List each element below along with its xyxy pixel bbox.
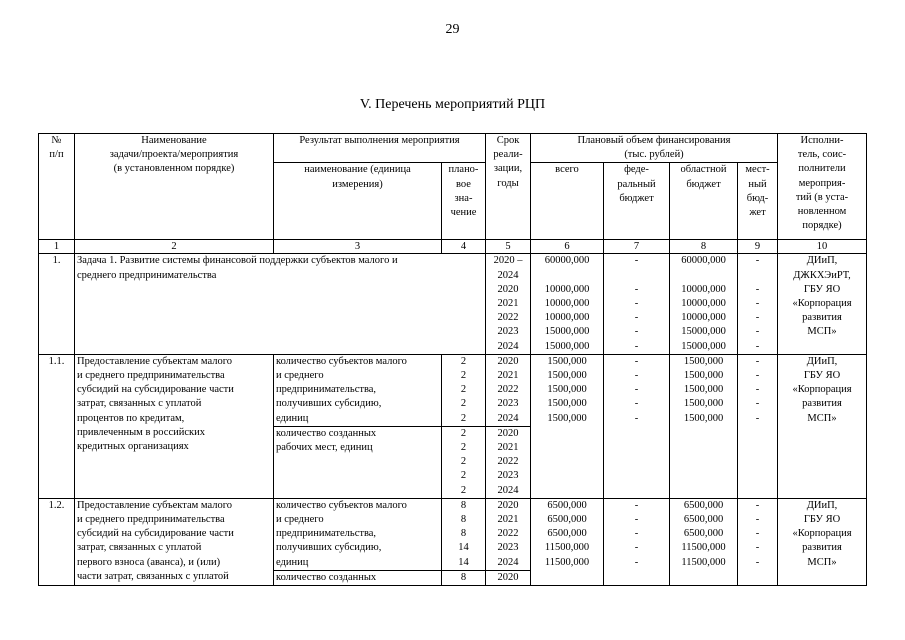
table-row [39,254,867,354]
regional-cell: 6500,000 6500,000 6500,000 11500,000 11500,000 [670,498,738,585]
column-number: 2 [75,240,274,254]
years-cell: 2020 2021 2022 2023 2024 [486,426,531,498]
header-row [39,134,867,163]
executors-cell: ДИиП, ГБУ ЯО «Корпорация развития МСП» [778,354,867,498]
header-name: Наименование задачи/проекта/мероприятия (в установленном порядке) [75,134,274,240]
result-plan: 2 2 2 2 2 [442,426,486,498]
page-number: 29 [445,22,460,37]
years-cell: 2020 – 2024 2020 2021 2022 2023 2024 [486,254,531,354]
years-cell: 2020 [486,570,531,585]
local-cell: - - - - - - [738,254,778,354]
column-number: 6 [531,240,604,254]
header-term: Срок реали- зации, годы [486,134,531,240]
result-name: количество субъектов малого и среднего предпринимательства, получивших субсидию, единиц [274,354,442,426]
column-number: 8 [670,240,738,254]
row-number: 1.1. [39,354,75,498]
result-plan: 8 [442,570,486,585]
local-cell: - - - - - [738,354,778,498]
document-title: V. Перечень мероприятий РЦП [359,97,546,112]
header-finance: Плановый объем финансирования (тыс. рублей) [531,134,778,163]
header-result-plan: плано- вое зна- чение [442,163,486,240]
table-row [39,498,867,570]
years-cell: 2020 2021 2022 2023 2024 [486,354,531,426]
header-local: мест- ный бюд- жет [738,163,778,240]
table-row [39,354,867,426]
column-number: 10 [778,240,867,254]
measure-name: Предоставление субъектам малого и среднего предпринимательства субсидий на субсидирование части затрат, связанных с уплатой первого взноса (аванса), и (или) части затрат, связанных с уплатой [75,498,274,585]
total-cell: 6500,000 6500,000 6500,000 11500,000 11500,000 [531,498,604,585]
header-executors: Исполни- тель, соис- полнители мероприя- тий (в уста- новленном порядке) [778,134,867,240]
result-name: количество созданных рабочих мест, единиц [274,426,442,498]
total-cell: 1500,000 1500,000 1500,000 1500,000 1500,000 [531,354,604,498]
result-name: количество созданных [274,570,442,585]
measure-name: Предоставление субъектам малого и среднего предпринимательства субсидий на субсидирование части затрат, связанных с уплатой процентов по кредитам, привлеченным в российских кредитных организациях [75,354,274,498]
header-result-name: наименование (единица измерения) [274,163,442,240]
header-federal: феде- ральный бюджет [604,163,670,240]
executors-cell: ДИиП, ДЖКХЭиРТ, ГБУ ЯО «Корпорация развития МСП» [778,254,867,354]
federal-cell: - - - - - - [604,254,670,354]
measures-table [38,133,867,586]
result-plan: 8 8 8 14 14 [442,498,486,570]
column-number: 5 [486,240,531,254]
row-number: 1. [39,254,75,354]
column-number: 1 [39,240,75,254]
task-title: Задача 1. Развитие системы финансовой поддержки субъектов малого и среднего предпринимательства [75,254,486,354]
header-total: всего [531,163,604,240]
total-cell: 60000,000 10000,000 10000,000 10000,000 15000,000 15000,000 [531,254,604,354]
federal-cell: - - - - - [604,498,670,585]
local-cell: - - - - - [738,498,778,585]
column-numbers-row [39,240,867,254]
column-number: 7 [604,240,670,254]
result-name: количество субъектов малого и среднего предпринимательства, получивших субсидию, единиц [274,498,442,570]
row-number: 1.2. [39,498,75,585]
header-num: № п/п [39,134,75,240]
regional-cell: 60000,000 10000,000 10000,000 10000,000 15000,000 15000,000 [670,254,738,354]
column-number: 9 [738,240,778,254]
header-result: Результат выполнения мероприятия [274,134,486,163]
federal-cell: - - - - - [604,354,670,498]
column-number: 3 [274,240,442,254]
header-regional: областной бюджет [670,163,738,240]
column-number: 4 [442,240,486,254]
executors-cell: ДИиП, ГБУ ЯО «Корпорация развития МСП» [778,498,867,585]
result-plan: 2 2 2 2 2 [442,354,486,426]
regional-cell: 1500,000 1500,000 1500,000 1500,000 1500,000 [670,354,738,498]
years-cell: 2020 2021 2022 2023 2024 [486,498,531,570]
